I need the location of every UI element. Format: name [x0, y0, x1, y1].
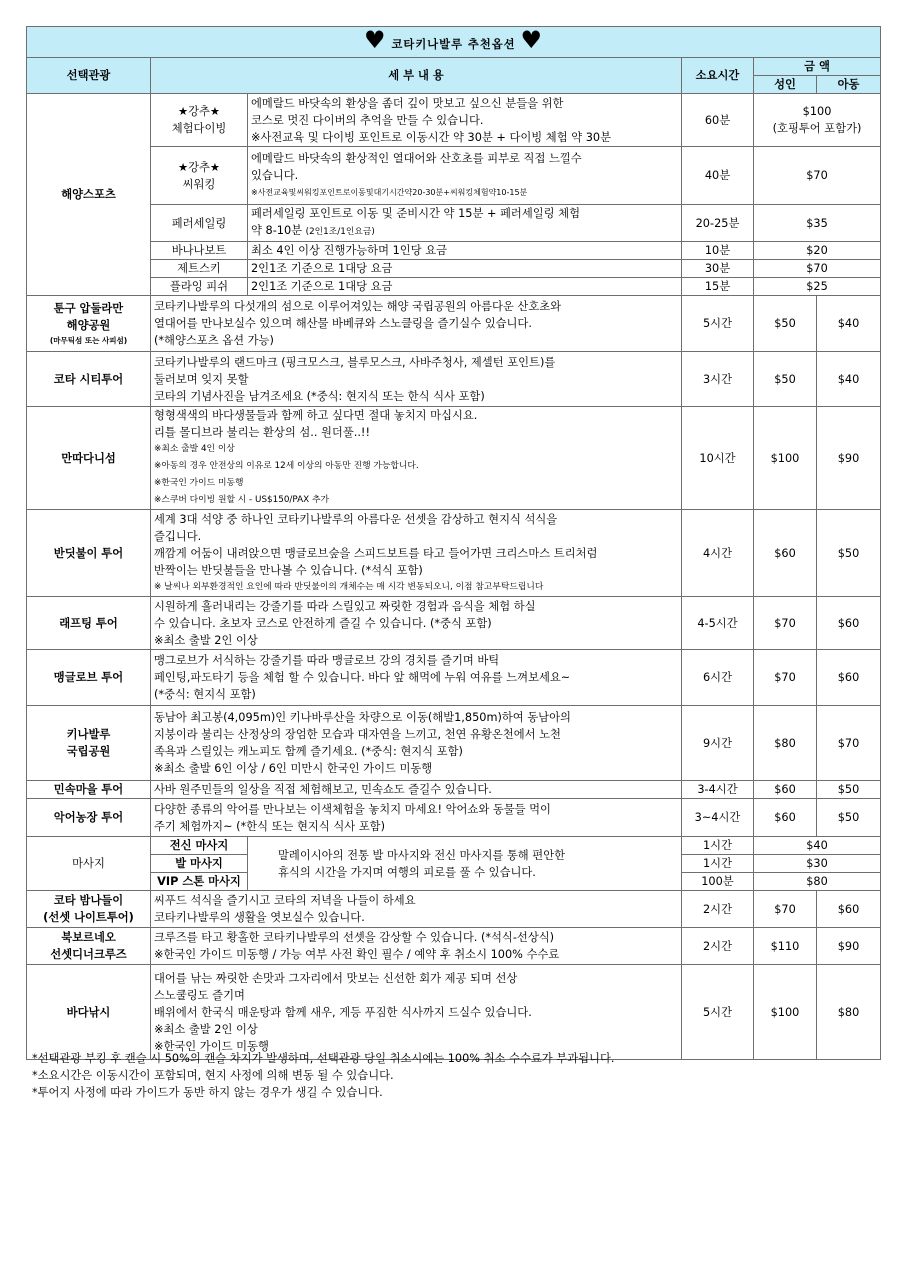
text-line: 리틀 몰디브라 불리는 환상의 섬.. 원더풀..!!: [154, 426, 370, 439]
tour-description: [151, 650, 682, 706]
price: $40: [754, 837, 881, 855]
activity-name: [151, 205, 248, 242]
text-line: 코타의 기념사진을 남겨조세요 (*중식: 현지식 또는 한식 식사 포함): [154, 389, 485, 403]
text-line: ★강추★: [177, 160, 221, 174]
text-part: 약 8-10분: [251, 224, 303, 237]
tour-description: [151, 407, 682, 510]
tour-name: [27, 891, 151, 928]
activity-desc-last: [251, 222, 678, 241]
price: [754, 260, 881, 278]
price: $80: [754, 873, 881, 891]
price-child: $50: [817, 781, 881, 799]
price-child: $70: [817, 706, 881, 781]
text-line: ※한국인 가이드 미동행: [154, 1039, 269, 1053]
price-adult: $100: [754, 965, 817, 1060]
text-line: (*해양스포츠 옵션 가능): [154, 334, 274, 347]
price-adult: $60: [754, 510, 817, 597]
text-line: 둘러보며 잊지 못할: [154, 372, 249, 386]
activity-name: [151, 94, 248, 147]
text-line: $100: [802, 105, 832, 118]
table-row: [27, 706, 881, 781]
activity-description: [248, 260, 682, 278]
price: [754, 94, 881, 147]
price-adult: $110: [754, 928, 817, 965]
text-line: 코타키나발루의 다섯개의 섬으로 이루어져있는 해양 국립공원의 아름다운 산호초와: [154, 300, 562, 313]
table-row: [27, 650, 881, 706]
price: [754, 147, 881, 205]
text-line: 에메랄드 바닷속의 환상적인 열대어와 산호초를 피부로 직접 느낄수: [251, 152, 582, 165]
text-line: ※최소 출발 6인 이상 / 6인 미만시 한국인 가이드 미동행: [154, 762, 433, 775]
activity-note: ※사전교육 및 다이빙 포인트로 이동시간 약 30분 + 다이빙 체험 약 30분: [251, 130, 612, 144]
text-line: 스노쿨링도 즐기며: [154, 988, 245, 1002]
header-time: 소요시간: [682, 58, 754, 94]
text-line: 사바 원주민들의 일상을 직접 체험해보고, 민속쇼도 즐길수 있습니다.: [154, 783, 492, 796]
text-line: 페러세일링: [171, 216, 227, 230]
footer-note: *소요시간은 이동시간이 포함되며, 현지 사정에 의해 변동 될 수 있습니다.: [32, 1069, 394, 1082]
price-adult: $60: [754, 781, 817, 799]
text-line: 페러세일링 포인트로 이동 및 준비시간 약 15분 + 페러세일링 체험: [251, 207, 580, 220]
text-line: 민속마을 투어: [53, 783, 124, 796]
text-line: 휴식의 시간을 가지며 여행의 피로를 풀 수 있습니다.: [278, 865, 536, 879]
page-title: [27, 27, 881, 58]
duration: 2시간: [682, 891, 754, 928]
duration: 1시간: [682, 855, 754, 873]
text-line: ※스쿠버 다이빙 원할 시 - US$150/PAX 추가: [154, 495, 329, 505]
price-adult: $70: [754, 891, 817, 928]
tour-name: [27, 928, 151, 965]
text-line: 페인팅,파도타기 등을 체험 할 수 있습니다. 바다 앞 해먹에 누워 여유를 느껴보세요~: [154, 671, 571, 684]
title-text: 코타키나발루 추천옵션: [391, 37, 516, 51]
table-row: [27, 205, 881, 242]
text-line: 악어농장 투어: [53, 811, 124, 824]
text-line: 키나발루: [66, 728, 111, 741]
activity-description: [248, 94, 682, 147]
text-line: $25: [806, 280, 828, 293]
price-adult: $80: [754, 706, 817, 781]
header-tour: 선택관광: [27, 58, 151, 94]
text-line: 동남아 최고봉(4,095m)인 키나바루산을 차량으로 이동(해발1,850m)하여 동남아의: [154, 711, 571, 724]
price-adult: $60: [754, 799, 817, 837]
text-line: 맹그로브가 서식하는 강줄기를 따라 맹글로브 강의 경치를 즐기며 바틱: [154, 654, 500, 667]
activity-description: [248, 242, 682, 260]
price-adult: $70: [754, 597, 817, 650]
text-line: 코타 시티투어: [53, 372, 124, 386]
duration: 1시간: [682, 837, 754, 855]
tour-name: [27, 352, 151, 407]
text-line: 만따다니섬: [61, 451, 116, 465]
header-adult: 성인: [754, 76, 817, 94]
tour-description: [151, 891, 682, 928]
table-row: [27, 781, 881, 799]
text-line: 말레이시아의 전통 발 마사지와 전신 마사지를 통해 편안한: [278, 848, 566, 862]
activity-name: [151, 147, 248, 205]
duration: 10시간: [682, 407, 754, 510]
text-line: 코타키나발루의 생활을 엿보실수 있습니다.: [154, 911, 365, 924]
tour-description: [151, 706, 682, 781]
table-row: [27, 597, 881, 650]
text-part-small: (2인1조/1인요금): [305, 227, 375, 237]
duration: 100분: [682, 873, 754, 891]
tour-name: [27, 799, 151, 837]
row-category: 해양스포츠: [27, 94, 151, 296]
tour-description: [151, 510, 682, 597]
text-line: 해양공원: [66, 319, 111, 332]
table-row: [27, 407, 881, 510]
price-adult: $100: [754, 407, 817, 510]
duration: 30분: [682, 260, 754, 278]
text-line: ※ 날씨나 외부환경적인 요인에 따라 반딧불이의 개체수는 매 시각 변동되오니, 이점 참고부탁드립니다: [154, 581, 544, 592]
text-line: 크루즈를 타고 황홀한 코타키나발루의 선셋을 감상할 수 있습니다. (*석식-선상식): [154, 931, 555, 944]
tour-description: [151, 928, 682, 965]
header-child: 아동: [817, 76, 881, 94]
text-line: $70: [806, 169, 828, 182]
table-row: [27, 352, 881, 407]
table-row: [27, 965, 881, 1060]
row-category: 마사지: [27, 837, 151, 891]
text-line: $20: [806, 244, 828, 257]
duration: 2시간: [682, 928, 754, 965]
text-line: 최소 4인 이상 진행가능하며 1인당 요금: [251, 244, 448, 257]
text-line: 씨워킹: [182, 177, 216, 191]
text-line: 2인1조 기준으로 1대당 요금: [251, 280, 393, 293]
price-adult: $50: [754, 296, 817, 352]
price: [754, 242, 881, 260]
activity-description: [248, 205, 682, 242]
duration: 3-4시간: [682, 781, 754, 799]
text-line: 주기 체험까지~ (*한식 또는 현지식 식사 포함): [154, 819, 385, 833]
duration: 3~4시간: [682, 799, 754, 837]
text-line: ※한국인 가이드 미동행 / 가능 여부 사전 확인 필수 / 예약 후 취소시 100% 수수료: [154, 948, 560, 961]
footer-note: *투어지 사정에 따라 가이드가 동반 하지 않는 경우가 생길 수 있습니다.: [32, 1086, 383, 1099]
tour-description: [151, 597, 682, 650]
price-child: $40: [817, 352, 881, 407]
price-child: $50: [817, 510, 881, 597]
text-line: 대어를 낚는 짜릿한 손맛과 그자리에서 맛보는 신선한 회가 제공 되며 선상: [154, 971, 518, 985]
price: [754, 205, 881, 242]
table-row: [27, 260, 881, 278]
options-table: [26, 26, 881, 1060]
text-line: 맹글로브 투어: [53, 671, 124, 684]
table-row: [27, 510, 881, 597]
text-line: 다양한 종류의 악어를 만나보는 이색체험을 놓치지 마세요! 악어쇼와 동물들 먹이: [154, 802, 551, 816]
duration: 5시간: [682, 296, 754, 352]
text-line: ★강추★: [177, 105, 221, 118]
price-child: $60: [817, 650, 881, 706]
text-line: ※아동의 경우 안전상의 이유로 12세 이상의 아동만 진행 가능합니다.: [154, 461, 419, 471]
table-row: [27, 837, 881, 855]
text-line: ※최소 출발 2인 이상: [154, 633, 258, 647]
text-line: 반딧불이 투어: [53, 546, 124, 560]
tour-name: [27, 706, 151, 781]
activity-note: ※사전교육및씨워킹포인트로이동및대기시간약20-30분+씨워킹체험약10-15분: [251, 188, 528, 197]
text-line: $70: [806, 262, 828, 275]
text-line: 지붕이라 불리는 산정상의 장엄한 모습과 대자연을 느끼고, 천연 유황온천에서 노천: [154, 728, 561, 741]
text-line: 체험다이빙: [171, 122, 227, 135]
duration: 9시간: [682, 706, 754, 781]
header-detail: 세 부 내 용: [151, 58, 682, 94]
price-child: $90: [817, 407, 881, 510]
text-line: 플라잉 피쉬: [169, 280, 229, 293]
text-line: 열대어를 만나보실수 있으며 해산물 바베큐와 스노클링을 즐기실수 있습니다.: [154, 317, 532, 330]
tour-description: [151, 352, 682, 407]
text-line: ※최소 출발 4인 이상: [154, 444, 235, 454]
text-line: 형형색색의 바다생물들과 함께 하고 싶다면 절대 놓치지 마십시요.: [154, 409, 478, 422]
price-child: $60: [817, 891, 881, 928]
price-adult: $50: [754, 352, 817, 407]
price-child: $50: [817, 799, 881, 837]
text-line: 제트스키: [177, 262, 221, 275]
tour-name: [27, 781, 151, 799]
duration: 20-25분: [682, 205, 754, 242]
text-line: 바나나보트: [171, 244, 227, 257]
activity-name: [151, 278, 248, 296]
duration: 10분: [682, 242, 754, 260]
activity-name: [151, 260, 248, 278]
tour-name: [27, 407, 151, 510]
text-line: 시원하게 흘러내리는 강줄기를 따라 스릴있고 짜릿한 경험과 음식을 체험 하실: [154, 599, 536, 613]
tour-description: [151, 296, 682, 352]
duration: 4-5시간: [682, 597, 754, 650]
text-line: (호핑투어 포함가): [772, 122, 862, 135]
tour-name: [27, 510, 151, 597]
text-line: 즐깁니다.: [154, 529, 202, 543]
price-child: $80: [817, 965, 881, 1060]
text-line: 2인1조 기준으로 1대당 요금: [251, 262, 393, 275]
price-child: $90: [817, 928, 881, 965]
tour-description: [151, 781, 682, 799]
activity-name: [151, 242, 248, 260]
text-line: 바다낚시: [66, 1005, 111, 1019]
table-row: [27, 799, 881, 837]
massage-description: [248, 837, 682, 891]
table-row: [27, 94, 881, 147]
text-line: (*중식: 현지식 포함): [154, 688, 256, 701]
price: [754, 278, 881, 296]
heart-icon: ♥: [364, 26, 387, 54]
tour-description: [151, 965, 682, 1060]
price-adult: $70: [754, 650, 817, 706]
text-line: 세계 3대 석양 중 하나인 코타키나발루의 아름다운 선셋을 감상하고 현지식 석식을: [154, 512, 558, 526]
duration: 40분: [682, 147, 754, 205]
text-line: 씨푸드 석식을 즐기시고 코타의 저녁을 나들이 하세요: [154, 894, 416, 907]
text-line: 국립공원: [66, 745, 111, 758]
text-line: 코타 밤나들이: [53, 894, 124, 907]
massage-name: VIP 스톤 마사지: [151, 873, 248, 891]
text-line: 배위에서 한국식 매운탕과 함께 새우, 게등 푸짐한 식사까지 드실수 있습니다.: [154, 1005, 532, 1019]
text-line: 반짝이는 반딧불들을 만나볼 수 있습니다. (*석식 포함): [154, 563, 423, 577]
text-line: 족욕과 스릴있는 캐노피도 함께 즐기세요. (*중식: 현지식 포함): [154, 745, 463, 758]
activity-description: [248, 147, 682, 205]
table-row: [27, 928, 881, 965]
footer-notes: [32, 1050, 614, 1101]
text-line: 에메랄드 바닷속의 환상을 좀더 깊이 맛보고 싶으신 분들을 위한: [251, 96, 564, 110]
duration: 5시간: [682, 965, 754, 1060]
table-row: [27, 242, 881, 260]
tour-description: [151, 799, 682, 837]
tour-name: [27, 650, 151, 706]
duration: 3시간: [682, 352, 754, 407]
table-row: [27, 278, 881, 296]
text-line: 선셋디너크루즈: [50, 948, 127, 961]
text-line: ※최소 출발 2인 이상: [154, 1022, 258, 1036]
text-line: 수 있습니다. 초보자 코스로 안전하게 즐길 수 있습니다. (*중식 포함): [154, 616, 492, 630]
text-line: 있습니다.: [251, 169, 299, 182]
activity-description: [248, 278, 682, 296]
text-line: $35: [806, 216, 828, 230]
price-child: $60: [817, 597, 881, 650]
tour-name: [27, 296, 151, 352]
table-row: [27, 147, 881, 205]
footer-note: *선택관광 부킹 후 캔슬 시 50%의 캔슬 차지가 발생하며, 선택관광 당일 취소시에는 100% 취소 수수료가 부과됩니다.: [32, 1052, 615, 1065]
heart-icon: ♥: [520, 26, 544, 54]
table-row: [27, 296, 881, 352]
tour-name: [27, 597, 151, 650]
massage-name: 전신 마사지: [151, 837, 248, 855]
price: $30: [754, 855, 881, 873]
text-line: 래프팅 투어: [59, 616, 118, 630]
text-line: ※한국인 가이드 미동행: [154, 478, 244, 488]
text-line: 북보르네오: [61, 931, 116, 944]
duration: 60분: [682, 94, 754, 147]
text-line: 코타키나발루의 랜드마크 (핑크모스크, 블루모스크, 사바주청사, 제셀턴 포인트)를: [154, 355, 556, 369]
tour-name-note: (마무틱섬 또는 사피섬): [49, 336, 128, 345]
duration: 4시간: [682, 510, 754, 597]
text-line: 툰구 압둘라만: [53, 302, 124, 315]
header-price: 금 액: [754, 58, 881, 76]
text-line: 깨깜게 어둠이 내려앉으면 맹글로브숲을 스피드보트를 타고 들어가면 크리스마스 트리처럼: [154, 546, 598, 560]
table-row: [27, 891, 881, 928]
price-child: $40: [817, 296, 881, 352]
duration: 15분: [682, 278, 754, 296]
text-line: (선셋 나이트투어): [43, 911, 134, 924]
text-line: 코스로 멋진 다이버의 추억을 만들 수 있습니다.: [251, 113, 484, 127]
tour-name: [27, 965, 151, 1060]
massage-name: 발 마사지: [151, 855, 248, 873]
duration: 6시간: [682, 650, 754, 706]
